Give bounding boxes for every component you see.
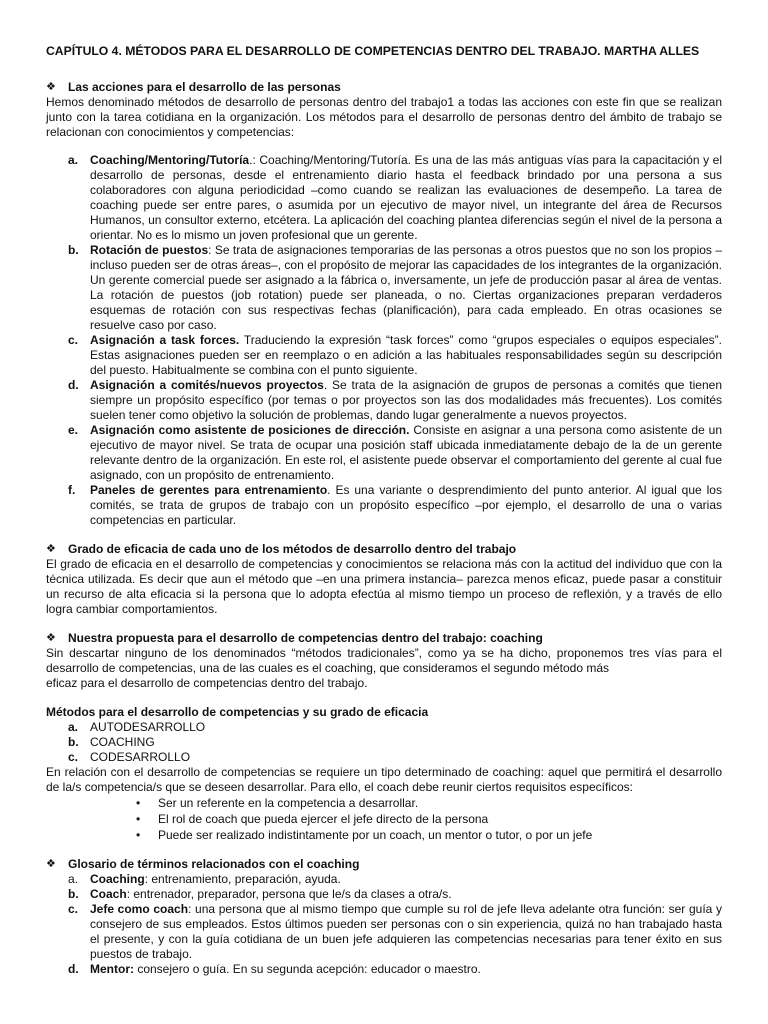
page-title: CAPÍTULO 4. MÉTODOS PARA EL DESARROLLO DE COMPETENCIAS DENTRO DEL TRABAJO. MARTHA ALLES <box>46 44 700 58</box>
list-item-text: COACHING <box>90 735 155 749</box>
diamond-bullet-icon: ❖ <box>46 632 56 644</box>
list-item-text: Traduciendo la expresión “task forces” como “grupos especiales o equipos especiales”. Estas asignaciones pueden ser en reemplazo o en adición a las habituales responsabilidades según su descripción del puesto. Habitualmente se combina con el punto siguiente. <box>90 333 722 377</box>
list-item <box>46 483 722 528</box>
glossary-item <box>46 887 722 902</box>
list-item <box>136 827 722 843</box>
list-letter: b. <box>68 735 79 749</box>
section-heading <box>46 631 722 646</box>
methods-short-list <box>46 720 722 765</box>
subsection-heading: Métodos para el desarrollo de competencias y su grado de eficacia <box>46 705 429 719</box>
glossary-definition: : una persona que al mismo tiempo que cumple su rol de jefe lleva adelante otra función: ser guía y consejero de sus empleados. Estos últimos pueden ser personas con o sin experiencia, quizá no han trabajado hasta el presente, y con la guía cotidiana de un buen jefe adquieren las competencias necesarias para tener éxito en sus puestos de trabajo. <box>90 902 722 961</box>
list-letter: a. <box>68 720 79 734</box>
section-glosario <box>46 857 722 977</box>
glossary-list <box>46 872 722 977</box>
glossary-item <box>46 872 722 887</box>
section-paragraph-continued: eficaz para el desarrollo de competencias dentro del trabajo. <box>46 676 368 690</box>
list-letter: c. <box>68 750 79 764</box>
section-propuesta-coaching <box>46 631 722 691</box>
glossary-term: Jefe como coach <box>90 902 189 916</box>
list-letter: a. <box>68 872 79 886</box>
glossary-definition: : entrenamiento, preparación, ayuda. <box>144 872 341 886</box>
list-item-title: Rotación de puestos <box>90 243 209 257</box>
list-letter: d. <box>68 962 79 976</box>
list-item-text: El rol de coach que pueda ejercer el jefe directo de la persona <box>158 812 489 826</box>
list-item <box>46 423 722 483</box>
list-letter: d. <box>68 378 79 392</box>
list-item <box>136 811 722 827</box>
bullet-dot-icon: • <box>136 812 141 826</box>
list-letter: b. <box>68 887 79 901</box>
methods-list <box>46 153 722 528</box>
section-metodos-grado-eficacia <box>46 705 722 843</box>
list-item-text: CODESARROLLO <box>90 750 191 764</box>
bullet-dot-icon: • <box>136 828 141 842</box>
diamond-bullet-icon: ❖ <box>46 858 56 870</box>
glossary-definition: consejero o guía. En su segunda acepción: educador o maestro. <box>134 962 481 976</box>
section-heading <box>46 80 722 95</box>
section-heading <box>46 857 722 872</box>
list-letter: b. <box>68 243 79 257</box>
list-item-title: Asignación a comités/nuevos proyectos <box>90 378 324 392</box>
list-item-title: Asignación como asistente de posiciones de dirección. <box>90 423 410 437</box>
list-letter: a. <box>68 153 79 167</box>
list-letter: c. <box>68 333 79 347</box>
list-item <box>136 795 722 811</box>
section-grado-eficacia <box>46 542 722 617</box>
list-item <box>46 750 722 765</box>
section-paragraph: En relación con el desarrollo de competencias se requiere un tipo determinado de coaching: aquel que permitirá el desarrollo de la/s competencia/s que se deseen desarrollar. Para ello, el coach debe reunir ciertos requisitos específicos: <box>46 765 722 794</box>
list-letter: e. <box>68 423 79 437</box>
requirements-list <box>46 795 722 843</box>
section-heading-text: Grado de eficacia de cada uno de los métodos de desarrollo dentro del trabajo <box>68 542 517 556</box>
list-item <box>46 243 722 333</box>
list-item-text: AUTODESARROLLO <box>90 720 206 734</box>
list-item <box>46 378 722 423</box>
glossary-term: Mentor: <box>90 962 134 976</box>
glossary-term: Coaching <box>90 872 145 886</box>
list-item-title: Coaching/Mentoring/Tutoría <box>90 153 250 167</box>
list-item <box>46 735 722 750</box>
section-acciones-desarrollo <box>46 80 722 528</box>
section-heading-text: Las acciones para el desarrollo de las personas <box>68 80 341 94</box>
glossary-item <box>46 962 722 977</box>
list-item <box>46 720 722 735</box>
glossary-term: Coach <box>90 887 127 901</box>
list-item-text: . Se trata de la asignación de grupos de personas a comités que tienen siempre un propósito específico (por temas o por proyectos son las dos modalidades más frecuentes). Los comités suelen tener como objetivo la solución de problemas, dando lugar generalmente a nuevos proyectos. <box>90 378 722 422</box>
list-item-title: Asignación a task forces. <box>90 333 240 347</box>
section-heading-text: Nuestra propuesta para el desarrollo de competencias dentro del trabajo: coaching <box>68 631 543 645</box>
list-item-title: Paneles de gerentes para entrenamiento <box>90 483 328 497</box>
section-heading <box>46 542 722 557</box>
list-letter: c. <box>68 902 79 916</box>
list-item-text: Ser un referente en la competencia a desarrollar. <box>158 796 419 810</box>
glossary-item <box>46 902 722 962</box>
list-item-text: . Es una variante o desprendimiento del punto anterior. Al igual que los comités, se trata de grupos de trabajo con un propósito específico –por ejemplo, el desarrollo de una o varias competencias en particular. <box>90 483 722 527</box>
diamond-bullet-icon: ❖ <box>46 81 56 93</box>
section-intro: Hemos denominado métodos de desarrollo de personas dentro del trabajo1 a todas las acciones con este fin que se realizan junto con la tarea cotidiana en la organización. Los métodos para el desarrollo de personas dentro del ámbito de trabajo se relacionan con conocimientos y competencias: <box>46 95 722 139</box>
section-paragraph: El grado de eficacia en el desarrollo de competencias y conocimientos se relaciona más con la actitud del individuo que con la técnica utilizada. Es decir que aun el método que –en una primera instancia– parezca menos eficaz, puede pasar a constituir un recurso de alta eficacia si la persona que lo adopta efectúa al mismo tiempo un proceso de reflexión, y a través de ello logra cambiar comportamientos. <box>46 557 722 616</box>
section-heading-text: Glosario de términos relacionados con el coaching <box>68 857 360 871</box>
bullet-dot-icon: • <box>136 796 141 810</box>
glossary-definition: : entrenador, preparador, persona que le/s da clases a otra/s. <box>126 887 452 901</box>
list-item-text: .: Coaching/Mentoring/Tutoría. Es una de las más antiguas vías para la capacitación y el desarrollo de personas, desde el entrenamiento diario hasta el feedback brindado por una persona a sus colaboradores con alguna periodicidad –como cuando se realizan las evaluaciones de desempeño. La tarea de coaching puede ser entre pares, o asumida por un ejecutivo de mayor nivel, un integrante del área de Recursos Humanos, un consultor externo, etcétera. La aplicación del coaching plantea diferencias según el nivel de la persona a orientar. No es lo mismo un joven profesional que un gerente. <box>90 153 722 242</box>
diamond-bullet-icon: ❖ <box>46 543 56 555</box>
list-item-text: Consiste en asignar a una persona como asistente de un ejecutivo de mayor nivel. Se trata de ocupar una posición staff ubicada inmediatamente debajo de la de un gerente relevante dentro de la organización. En este rol, el asistente puede observar el comportamiento del gerente al cual fue asignado, con un propósito de entrenamiento. <box>90 423 722 482</box>
section-paragraph: Sin descartar ninguno de los denominados “métodos tradicionales”, como ya se ha dicho, proponemos tres vías para el desarrollo de competencias, una de las cuales es el coaching, que consideramos el segundo método más <box>46 646 722 675</box>
list-item-text: Puede ser realizado indistintamente por un coach, un mentor o tutor, o por un jefe <box>158 828 593 842</box>
list-item <box>46 333 722 378</box>
list-item-text: : Se trata de asignaciones temporarias de las personas a otros puestos que no son los propios –incluso pueden ser de otras áreas–, con el propósito de mejorar las capacidades de los integrantes de la organización. Un gerente comercial puede ser asignado a la fábrica o, inversamente, un jefe de producción pasar al área de ventas. La rotación de puestos (job rotation) puede ser planeada, o no. Ciertas organizaciones preparan verdaderos esquemas de rotación con sus respectivas fechas (planificación), para cada empleado. En otras ocasiones se resuelve caso por caso. <box>90 243 722 332</box>
list-letter: f. <box>68 483 76 497</box>
list-item <box>46 153 722 243</box>
